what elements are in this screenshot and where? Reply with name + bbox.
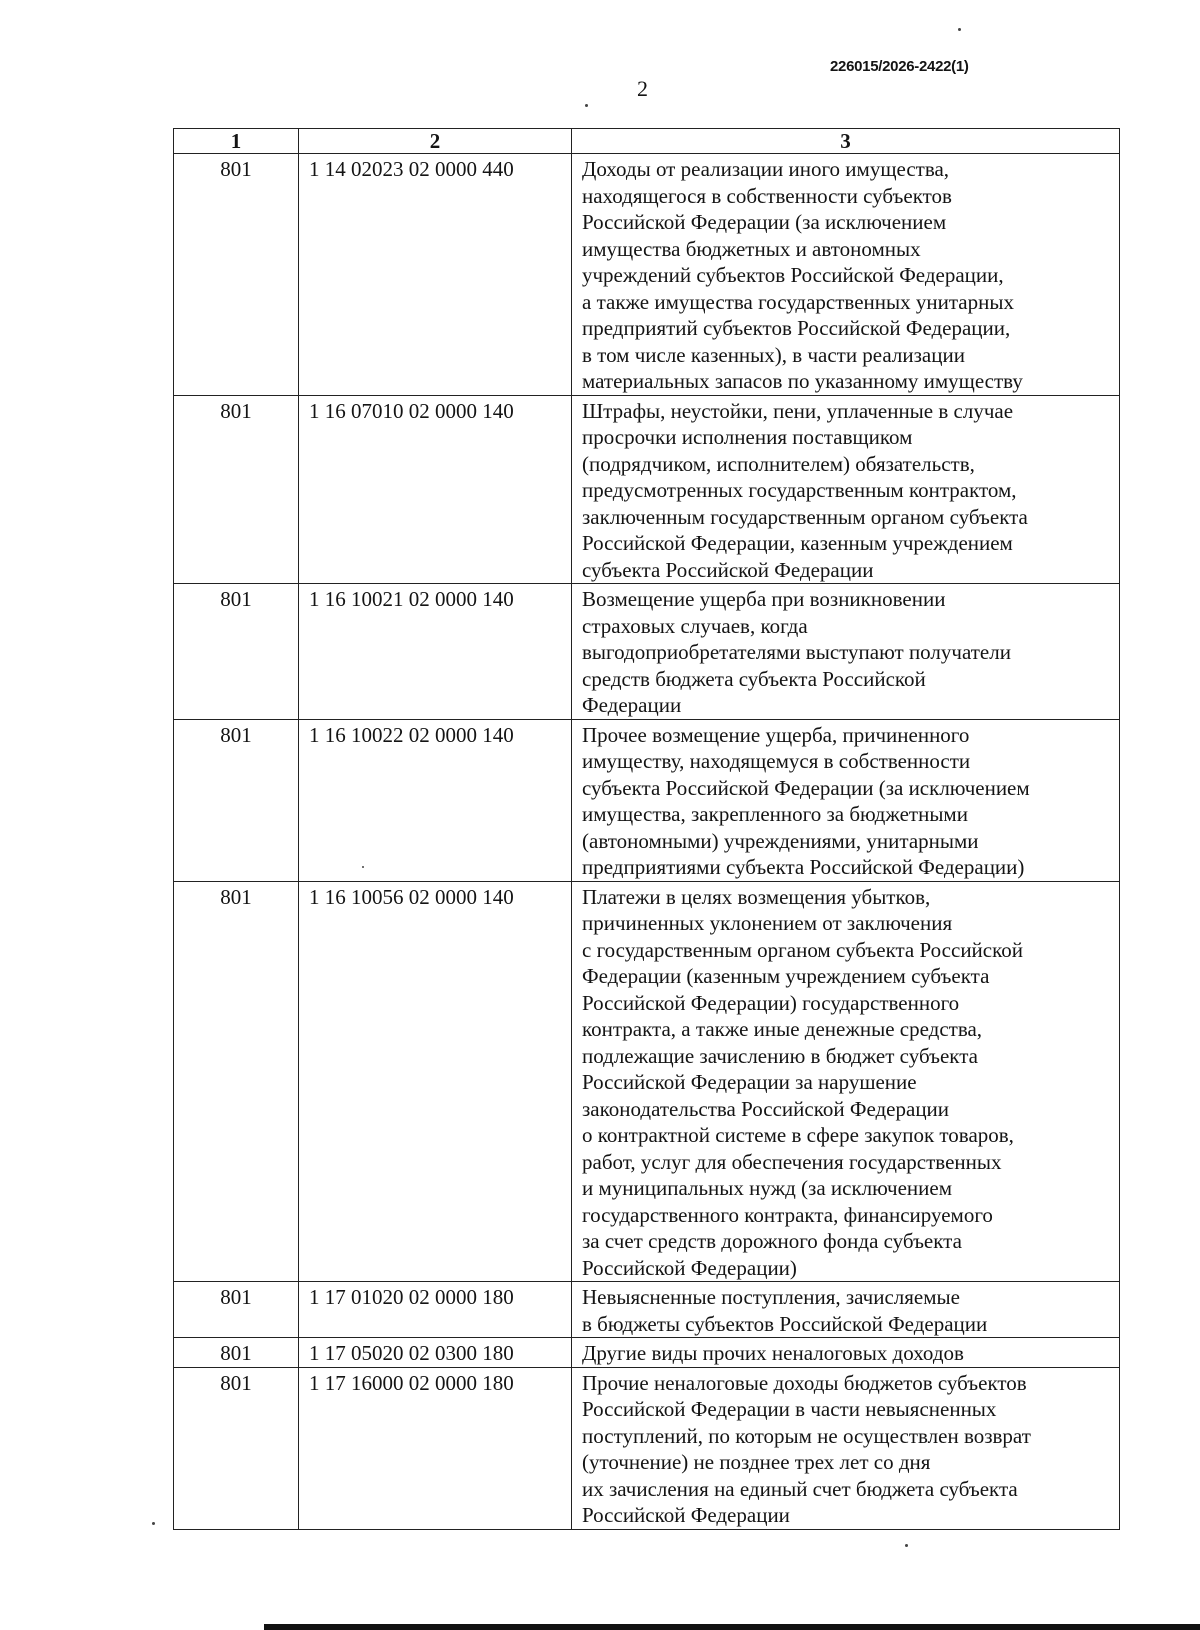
description-cell xyxy=(572,154,1120,396)
column-header-1: 1 xyxy=(174,129,299,154)
table-row xyxy=(174,395,1120,584)
admin-code-cell: 801 xyxy=(174,395,299,584)
description-line: Российской Федерации (за исключением xyxy=(582,210,947,234)
description-line: Прочее возмещение ущерба, причиненного xyxy=(582,722,970,747)
scan-speck xyxy=(152,1522,155,1525)
table-row xyxy=(174,1338,1120,1368)
admin-code-cell: 801 xyxy=(174,1367,299,1529)
scan-edge-bar xyxy=(264,1624,1200,1630)
column-header-2: 2 xyxy=(299,129,572,154)
table-row xyxy=(174,1367,1120,1529)
description-line: Федерации xyxy=(582,693,682,717)
budget-classification-code-cell: 1 17 05020 02 0300 180 xyxy=(299,1338,572,1368)
description-line: государственного контракта, финансируемого xyxy=(582,1202,993,1227)
description-line: предусмотренных государственным контрактом, xyxy=(582,478,1017,502)
revenue-codes-table xyxy=(173,128,1120,1530)
budget-classification-code-cell: 1 14 02023 02 0000 440 xyxy=(299,154,572,396)
description-line: просрочки исполнения поставщиком xyxy=(582,425,913,449)
description-line: с государственным органом субъекта Российской xyxy=(582,937,1023,962)
description-cell xyxy=(572,1282,1120,1338)
admin-code-cell: 801 xyxy=(174,719,299,881)
description-line: предприятий субъектов Российской Федерации, xyxy=(582,316,1011,340)
description-line: поступлений, по которым не осуществлен возврат xyxy=(582,1423,1031,1448)
document-id: 226015/2026-2422(1) xyxy=(830,58,969,75)
description-line: учреждений субъектов Российской Федерации, xyxy=(582,263,1004,287)
description-line: Возмещение ущерба при возникновении xyxy=(582,587,946,611)
description-line: контракта, а также иные денежные средства, xyxy=(582,1017,983,1041)
scan-speck xyxy=(958,28,961,31)
description-line: в том числе казенных), в части реализации xyxy=(582,342,965,367)
description-line: Российской Федерации) государственного xyxy=(582,990,960,1015)
table-row xyxy=(174,881,1120,1282)
description-cell xyxy=(572,881,1120,1282)
table-row xyxy=(174,1282,1120,1338)
admin-code-cell: 801 xyxy=(174,584,299,720)
description-line: Невыясненные поступления, зачисляемые xyxy=(582,1285,960,1309)
column-header-3: 3 xyxy=(572,129,1120,154)
description-line: выгодоприобретателями выступают получатели xyxy=(582,640,1011,664)
description-line: заключенным государственным органом субъекта xyxy=(582,504,1028,529)
description-line: страховых случаев, когда xyxy=(582,613,808,638)
admin-code-cell: 801 xyxy=(174,1338,299,1368)
description-line: Доходы от реализации иного имущества, xyxy=(582,157,950,181)
budget-classification-code-cell: 1 16 10021 02 0000 140 xyxy=(299,584,572,720)
description-line: Российской Федерации в части невыясненных xyxy=(582,1397,997,1421)
description-line: (автономными) учреждениями, унитарными xyxy=(582,828,979,853)
budget-classification-code-cell: 1 16 07010 02 0000 140 xyxy=(299,395,572,584)
budget-classification-code-cell: 1 17 16000 02 0000 180 xyxy=(299,1367,572,1529)
description-line: Российской Федерации) xyxy=(582,1255,797,1280)
description-line: Платежи в целях возмещения убытков, xyxy=(582,884,931,909)
budget-classification-code-cell: 1 16 10056 02 0000 140 xyxy=(299,881,572,1282)
description-line: (подрядчиком, исполнителем) обязательств, xyxy=(582,451,975,476)
table-row xyxy=(174,584,1120,720)
description-cell xyxy=(572,584,1120,720)
admin-code-cell: 801 xyxy=(174,1282,299,1338)
description-line: законодательства Российской Федерации xyxy=(582,1096,950,1121)
budget-classification-code-cell: 1 16 10022 02 0000 140 xyxy=(299,719,572,881)
description-line: находящегося в собственности субъектов xyxy=(582,183,952,208)
description-line: (уточнение) не позднее трех лет со дня xyxy=(582,1450,931,1474)
description-line: Российской Федерации за нарушение xyxy=(582,1070,917,1094)
description-line: субъекта Российской Федерации (за исключением xyxy=(582,775,1030,800)
page-number: 2 xyxy=(637,76,648,101)
description-cell xyxy=(572,719,1120,881)
table-header-row xyxy=(174,129,1120,154)
admin-code-cell: 801 xyxy=(174,881,299,1282)
description-line: имущества бюджетных и автономных xyxy=(582,236,921,261)
description-cell xyxy=(572,1367,1120,1529)
scan-speck xyxy=(362,866,364,868)
description-line: и муниципальных нужд (за исключением xyxy=(582,1176,952,1200)
table-row xyxy=(174,719,1120,881)
description-line: причиненных уклонением от заключения xyxy=(582,911,953,935)
description-line: материальных запасов по указанному имуществу xyxy=(582,369,1023,393)
description-cell xyxy=(572,395,1120,584)
scan-speck xyxy=(585,104,588,107)
description-line: их зачисления на единый счет бюджета субъекта xyxy=(582,1476,1018,1501)
admin-code-cell: 801 xyxy=(174,154,299,396)
description-line: Российской Федерации xyxy=(582,1503,790,1527)
description-line: предприятиями субъекта Российской Федерации) xyxy=(582,855,1025,879)
description-line: работ, услуг для обеспечения государственных xyxy=(582,1149,1002,1174)
description-line: Федерации (казенным учреждением субъекта xyxy=(582,964,990,988)
description-line: в бюджеты субъектов Российской Федерации xyxy=(582,1311,988,1336)
description-line: подлежащие зачислению в бюджет субъекта xyxy=(582,1043,978,1068)
description-line: о контрактной системе в сфере закупок товаров, xyxy=(582,1123,1014,1147)
description-line: средств бюджета субъекта Российской xyxy=(582,666,926,691)
scan-speck xyxy=(905,1544,908,1547)
description-cell xyxy=(572,1338,1120,1368)
description-line: имущества, закрепленного за бюджетными xyxy=(582,802,968,826)
description-line: имуществу, находящемуся в собственности xyxy=(582,749,971,773)
description-line: субъекта Российской Федерации xyxy=(582,557,874,582)
description-line: Российской Федерации, казенным учреждением xyxy=(582,531,1013,555)
table-row xyxy=(174,154,1120,396)
description-line: Другие виды прочих неналоговых доходов xyxy=(582,1341,964,1365)
budget-classification-code-cell: 1 17 01020 02 0000 180 xyxy=(299,1282,572,1338)
description-line: Штрафы, неустойки, пени, уплаченные в случае xyxy=(582,398,1014,423)
description-line: за счет средств дорожного фонда субъекта xyxy=(582,1229,962,1253)
description-line: Прочие неналоговые доходы бюджетов субъектов xyxy=(582,1370,1027,1395)
description-line: а также имущества государственных унитарных xyxy=(582,289,1014,314)
